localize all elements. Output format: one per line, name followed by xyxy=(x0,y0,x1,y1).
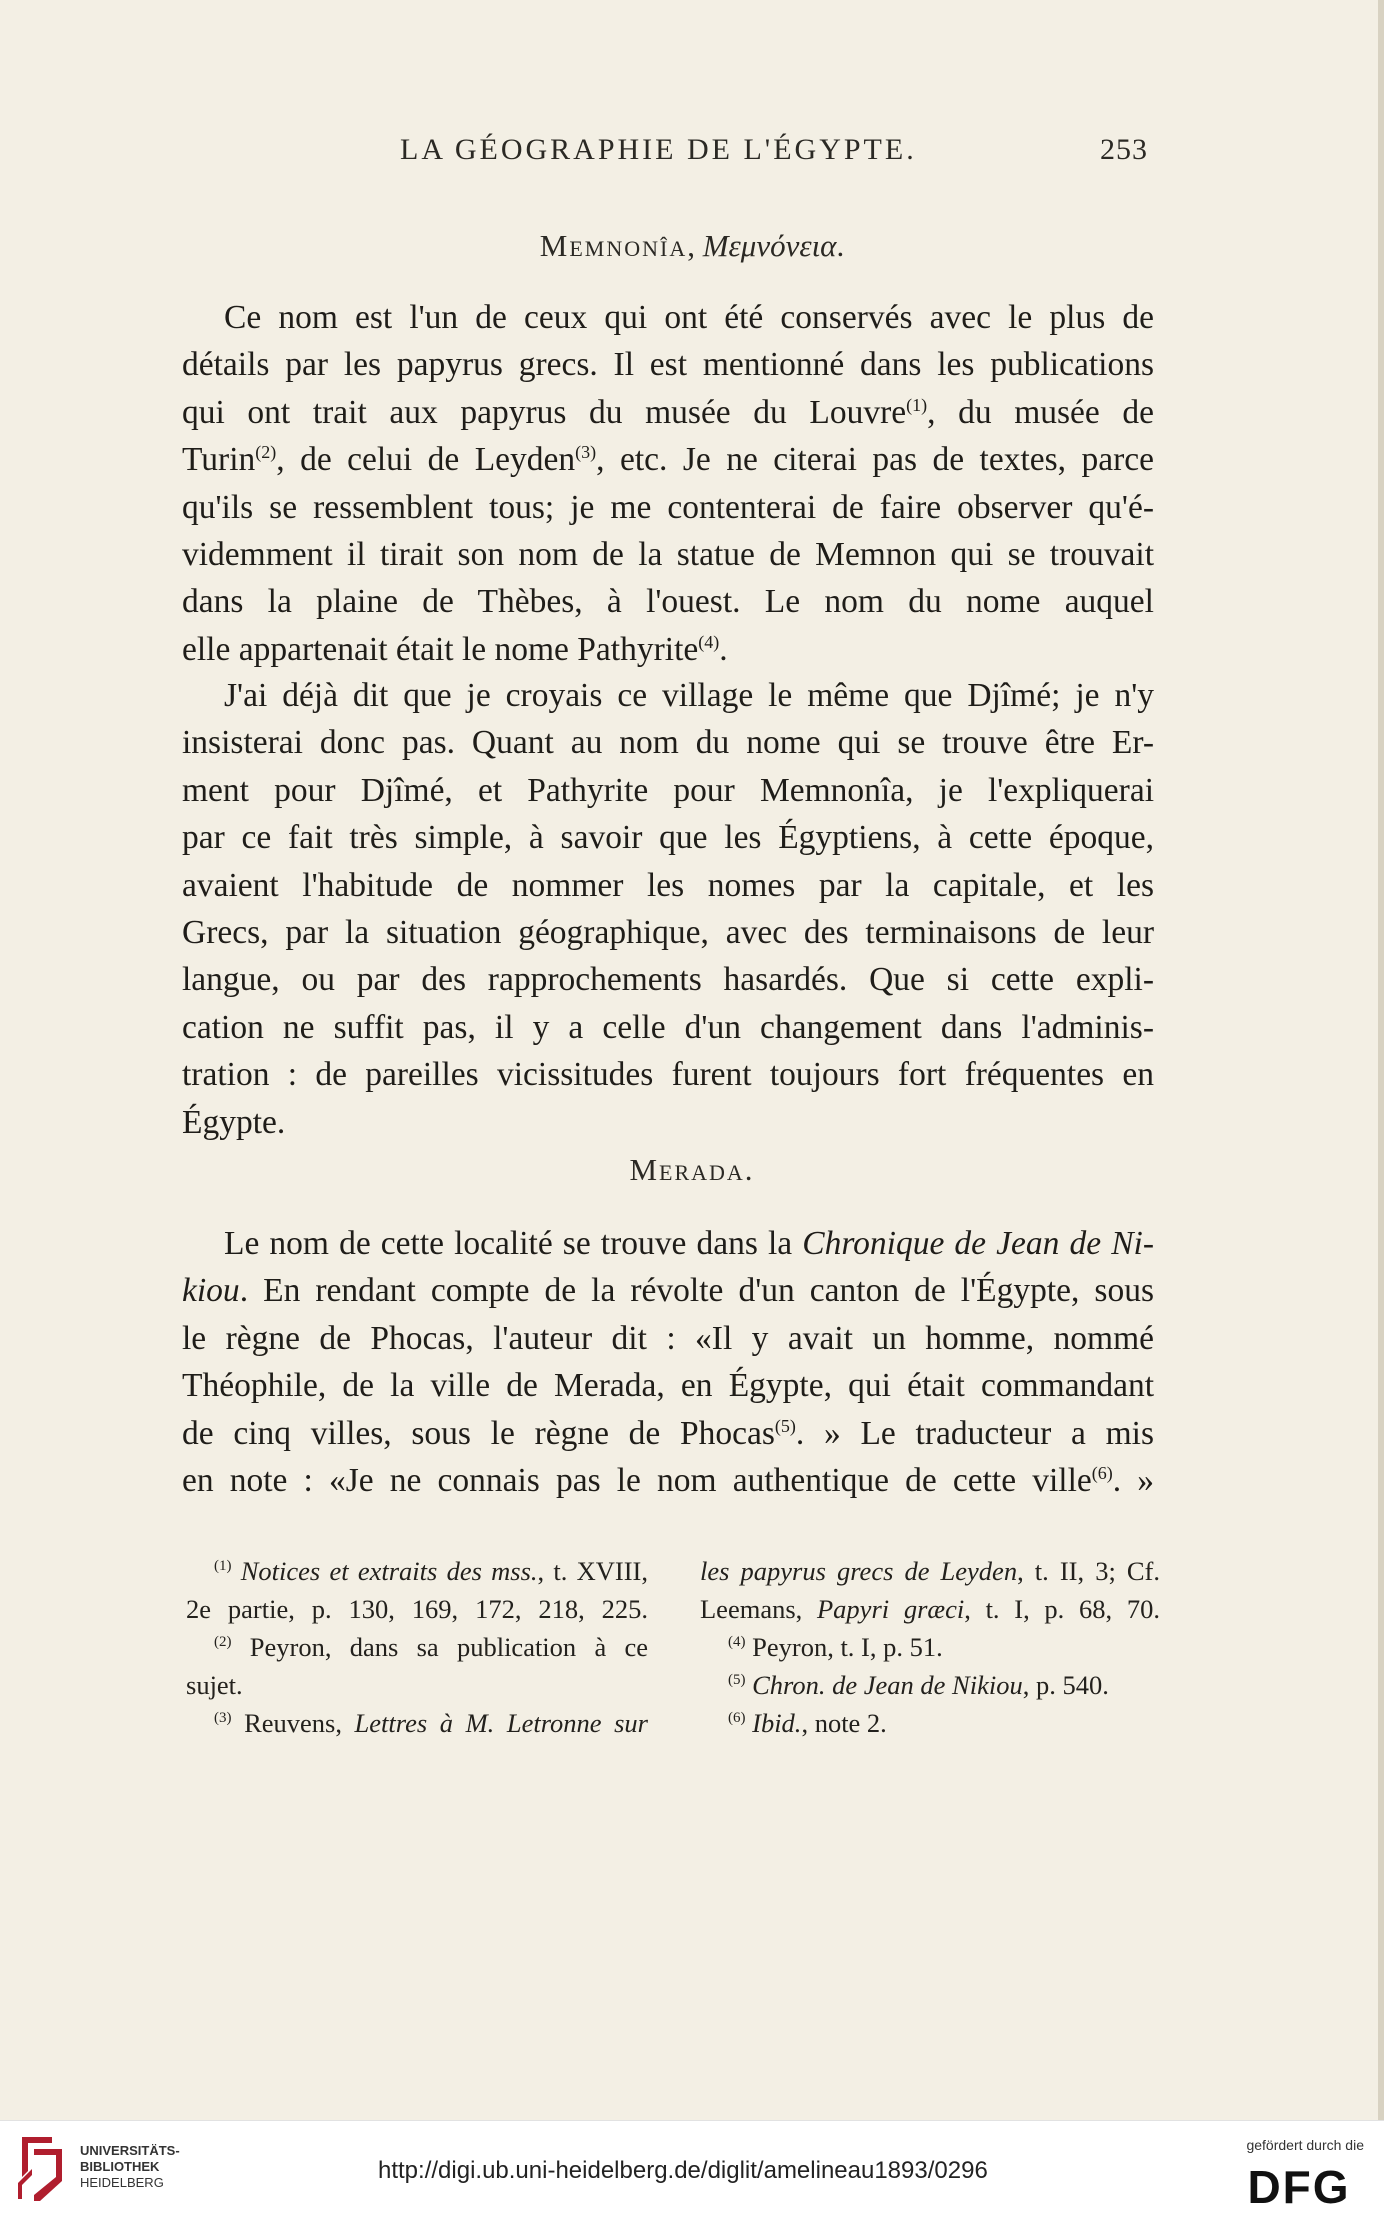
text-line xyxy=(182,436,1154,483)
book-title: kiou xyxy=(182,1272,240,1310)
paragraph-3 xyxy=(182,1220,1154,1504)
footnote-ref: (6) xyxy=(1091,1463,1113,1484)
text-run: Le nom de cette localité se trouve dans la xyxy=(224,1225,803,1262)
footnote-number: (1) xyxy=(214,1558,232,1574)
footnote-title: Ibid. xyxy=(752,1708,802,1738)
footnote-text: , note 2. xyxy=(801,1708,887,1738)
footnotes-left xyxy=(186,1552,648,1742)
text-line xyxy=(182,1410,1154,1457)
paragraph-1 xyxy=(182,294,1154,673)
text-line: qu'ils se ressemblent tous; je me contenterai de faire observer qu'é- xyxy=(182,488,1154,526)
text-line: tration : de pareilles vicissitudes furent toujours fort fréquentes en xyxy=(182,1056,1154,1094)
library-name-line: BIBLIOTHEK xyxy=(80,2159,160,2174)
heading-latin: Memnonîa xyxy=(539,228,688,263)
footnotes-right xyxy=(700,1552,1160,1742)
footnote-text: Peyron, t. I, p. 51. xyxy=(752,1632,943,1662)
footnote-title: Notices et extraits des mss. xyxy=(240,1556,538,1586)
text-run: . » xyxy=(1112,1462,1154,1500)
footnote-line: sujet. xyxy=(186,1670,243,1700)
footnote-line xyxy=(700,1590,1160,1628)
footnote-ref: (1) xyxy=(906,394,928,415)
text-run: . xyxy=(719,630,728,668)
footnote-line xyxy=(700,1666,1160,1704)
text-line: langue, ou par des rapprochements hasardés. Que si cette expli- xyxy=(182,961,1154,999)
text-run: . En rendant compte de la révolte d'un canton de l'Égypte, sous xyxy=(239,1272,1154,1310)
text-run: qui ont trait aux papyrus du musée du Louvre xyxy=(182,393,907,431)
footnote-ref: (5) xyxy=(774,1415,796,1436)
dfg-logo-text: DFG xyxy=(1247,2163,1351,2207)
footnote-line xyxy=(186,1704,648,1742)
section-heading-memnonia xyxy=(0,228,1384,264)
footnote-line xyxy=(186,1552,648,1590)
text-line: J'ai déjà dit que je croyais ce village le même que Djîmé; je n'y xyxy=(224,677,1154,714)
footnote-line xyxy=(186,1628,648,1666)
footnote-line xyxy=(700,1704,1160,1742)
text-line: videmment il tirait son nom de la statue de Memnon qui se trouvait xyxy=(182,536,1154,574)
text-line: détails par les papyrus grecs. Il est mentionné dans les publications xyxy=(182,346,1154,384)
university-library-logo xyxy=(12,2131,68,2205)
text-line: Grecs, par la situation géographique, avec des terminaisons de leur xyxy=(182,914,1154,952)
text-line: dans la plaine de Thèbes, à l'ouest. Le nom du nome auquel xyxy=(182,583,1154,621)
heading-end: . xyxy=(836,228,845,263)
page-number: 253 xyxy=(1100,133,1148,166)
library-name xyxy=(80,2143,180,2191)
footnote-number: (5) xyxy=(728,1672,746,1688)
library-name-line: HEIDELBERG xyxy=(80,2175,164,2190)
permalink[interactable]: http://digi.ub.uni-heidelberg.de/diglit/amelineau1893/0296 xyxy=(378,2157,988,2184)
footnote-ref: (3) xyxy=(575,442,597,463)
footnote-text: , p. 540. xyxy=(1022,1670,1109,1700)
footnote-text: , t. II, 3; Cf. xyxy=(1017,1556,1160,1586)
footnote-title: les papyrus grecs de Leyden xyxy=(700,1556,1018,1586)
footnote-number: (6) xyxy=(728,1710,746,1726)
footnote-number: (3) xyxy=(214,1710,232,1726)
text-run: , etc. Je ne citerai pas de textes, parce xyxy=(596,441,1154,479)
dfg-logo xyxy=(1234,2163,1364,2207)
digitization-footer xyxy=(0,2120,1384,2221)
footnote-line xyxy=(700,1628,1160,1666)
text-line xyxy=(182,1220,1154,1267)
text-line xyxy=(182,1457,1154,1504)
heading-greek: Μεμνόνεια xyxy=(702,228,837,263)
footnote-text: , t. I, p. 68, 70. xyxy=(964,1594,1160,1624)
footnote-title: Lettres à M. Letronne sur xyxy=(354,1708,648,1738)
text-line xyxy=(182,389,1154,436)
heading-latin: Merada. xyxy=(629,1152,755,1187)
text-run: en note : «Je ne connais pas le nom authentique de cette ville xyxy=(182,1462,1092,1500)
running-title: LA GÉOGRAPHIE DE L'ÉGYPTE. xyxy=(400,133,917,166)
section-heading-merada xyxy=(0,1152,1384,1188)
footnote-title: Chron. de Jean de Nikiou xyxy=(752,1670,1023,1700)
heading-sep: , xyxy=(687,228,703,263)
footnote-ref: (2) xyxy=(255,442,277,463)
text-line: par ce fait très simple, à savoir que les Égyptiens, à cette époque, xyxy=(182,819,1154,857)
text-line: Théophile, de la ville de Merada, en Égypte, qui était commandant xyxy=(182,1367,1154,1405)
text-line: avaient l'habitude de nommer les nomes par la capitale, et les xyxy=(182,866,1154,904)
text-line xyxy=(182,1267,1154,1314)
footnote-text: Peyron, dans sa publication à ce xyxy=(249,1632,649,1662)
text-line: Ce nom est l'un de ceux qui ont été conservés avec le plus de xyxy=(224,299,1154,336)
text-run: de cinq villes, sous le règne de Phocas xyxy=(182,1414,775,1452)
text-line: ment pour Djîmé, et Pathyrite pour Memnonîa, je l'expliquerai xyxy=(182,771,1154,809)
footnote-text: Leemans, xyxy=(700,1594,817,1624)
text-line: Égypte. xyxy=(182,1103,286,1141)
running-header xyxy=(0,133,1384,183)
text-line xyxy=(182,626,1154,673)
book-title: Chronique de Jean de Ni- xyxy=(802,1225,1154,1262)
footnote-number: (2) xyxy=(214,1634,232,1650)
text-run: . » Le traducteur a mis xyxy=(795,1414,1155,1452)
sponsor-caption: gefördert durch die xyxy=(1246,2137,1364,2153)
footnote-title: Papyri græci xyxy=(817,1594,965,1624)
footnote-line xyxy=(700,1552,1160,1590)
text-line: le règne de Phocas, l'auteur dit : «Il y avait un homme, nommé xyxy=(182,1319,1154,1357)
paragraph-2 xyxy=(182,672,1154,1146)
footnote-ref: (4) xyxy=(698,631,720,652)
text-run: Turin xyxy=(182,441,256,479)
text-run: , de celui de Leyden xyxy=(276,441,576,479)
text-line: insisterai donc pas. Quant au nom du nome qui se trouve être Er- xyxy=(182,724,1154,762)
footnote-line: 2e partie, p. 130, 169, 172, 218, 225. xyxy=(186,1594,648,1624)
footnote-number: (4) xyxy=(728,1634,746,1650)
footnote-text: , t. XVIII, xyxy=(537,1556,649,1586)
footnote-text: Reuvens, xyxy=(244,1708,355,1738)
text-run: elle appartenait était le nome Pathyrite xyxy=(182,630,699,668)
library-name-line: UNIVERSITÄTS- xyxy=(80,2143,180,2158)
text-run: , du musée de xyxy=(927,393,1155,431)
text-line: cation ne suffit pas, il y a celle d'un changement dans l'adminis- xyxy=(182,1008,1154,1046)
